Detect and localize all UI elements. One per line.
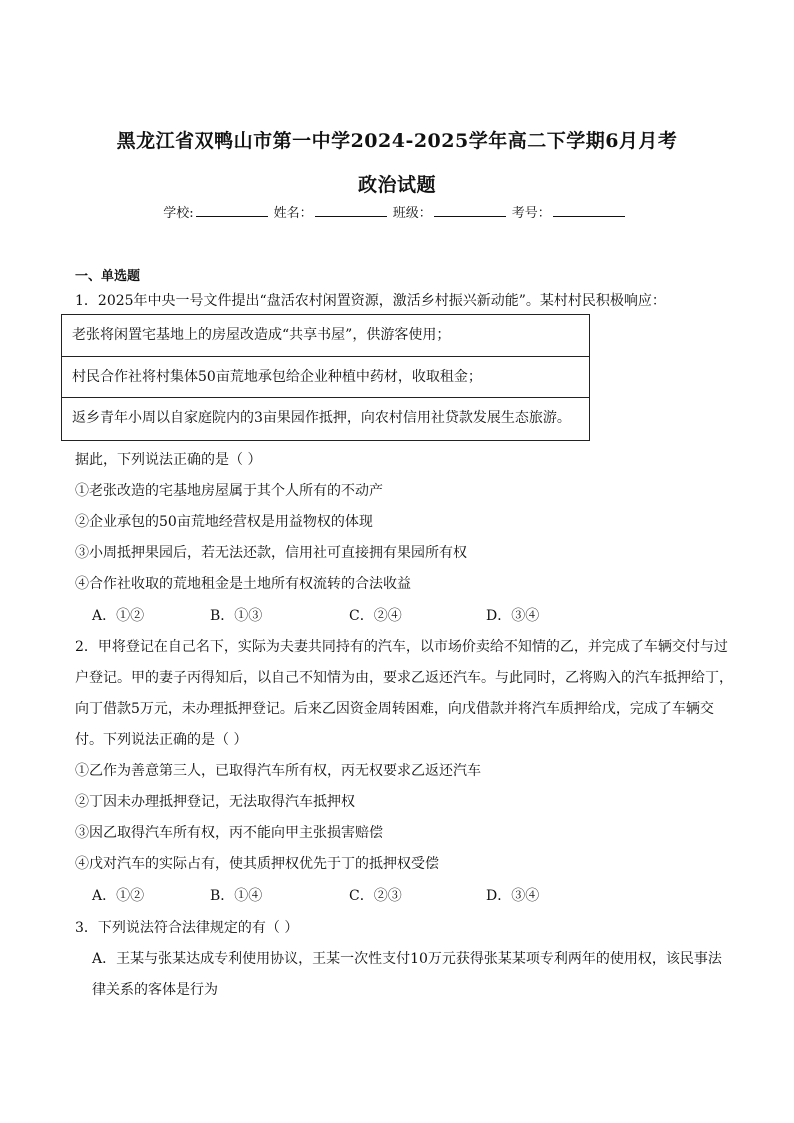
q1-option-b[interactable]: B．①③ [210, 608, 263, 624]
student-info-line [0, 202, 794, 221]
q1-option-c[interactable]: C．②④ [349, 608, 402, 624]
exam-title-line2: 政治试题 [357, 174, 436, 196]
q2-stem-line: 户登记。甲的妻子丙得知后，以自己不知情为由，要求乙返还汽车。与此同时，乙将购入的汽车抵押给丁， [75, 670, 733, 686]
q1-item: ②企业承包的50亩荒地经营权是用益物权的体现 [75, 514, 373, 530]
class-blank[interactable] [434, 204, 506, 217]
q2-stem-line: 付。下列说法正确的是（ ） [75, 732, 248, 748]
q1-item: ④合作社收取的荒地租金是土地所有权流转的合法收益 [75, 576, 411, 592]
q2-option-b[interactable]: B．①④ [210, 888, 263, 904]
number-label: 考号： [511, 206, 551, 221]
school-label: 学校: [163, 206, 194, 221]
q1-stem: 1．2025年中央一号文件提出“盘活农村闲置资源，激活乡村振兴新动能”。某村村民积极响应： [75, 293, 666, 309]
q3-stem: 3．下列说法符合法律规定的有（ ） [75, 920, 299, 936]
number-blank[interactable] [553, 204, 625, 217]
q2-item: ②丁因未办理抵押登记，无法取得汽车抵押权 [75, 794, 355, 810]
q2-stem-line: 2．甲将登记在自己名下，实际为夫妻共同持有的汽车，以市场价卖给不知情的乙，并完成了车辆交付与过 [75, 639, 728, 655]
q1-option-d[interactable]: D．③④ [486, 608, 540, 624]
school-blank[interactable] [196, 204, 268, 217]
q1-box-row: 村民合作社将村集体50亩荒地承包给企业种植中药材，收取租金； [62, 357, 589, 399]
q1-material-box [61, 314, 590, 441]
q2-item: ④戊对汽车的实际占有，使其质押权优先于丁的抵押权受偿 [75, 856, 439, 872]
name-blank[interactable] [315, 204, 387, 217]
section-title: 一、单选题 [75, 269, 141, 284]
q1-item: ③小周抵押果园后，若无法还款，信用社可直接拥有果园所有权 [75, 545, 467, 561]
class-label: 班级： [392, 206, 432, 221]
q2-option-a[interactable]: A．①② [92, 888, 145, 904]
q1-box-row: 返乡青年小周以自家庭院内的3亩果园作抵押，向农村信用社贷款发展生态旅游。 [72, 410, 571, 427]
q1-box-row: 老张将闲置宅基地上的房屋改造成“共享书屋”，供游客使用； [62, 315, 589, 357]
q2-option-d[interactable]: D．③④ [486, 888, 540, 904]
q2-item: ③因乙取得汽车所有权，丙不能向甲主张损害赔偿 [75, 825, 383, 841]
q3-option-a-line[interactable]: 律关系的客体是行为 [92, 982, 218, 998]
q1-option-a[interactable]: A．①② [92, 608, 145, 624]
exam-title-line1: 黑龙江省双鸭山市第一中学2024-2025学年高二下学期6月月考 [116, 130, 678, 152]
q3-option-a-line[interactable]: A．王某与张某达成专利使用协议，王某一次性支付10万元获得张某某项专利两年的使用权，该民事法 [92, 951, 722, 967]
q2-option-c[interactable]: C．②③ [349, 888, 402, 904]
name-label: 姓名： [273, 206, 313, 221]
q1-item: ①老张改造的宅基地房屋属于其个人所有的不动产 [75, 483, 383, 499]
q2-stem-line: 向丁借款5万元，未办理抵押登记。后来乙因资金周转困难，向戊借款并将汽车质押给戊，完成了车辆交 [75, 701, 714, 717]
q1-prompt: 据此，下列说法正确的是（ ） [75, 452, 262, 468]
q2-item: ①乙作为善意第三人，已取得汽车所有权，丙无权要求乙返还汽车 [75, 763, 481, 779]
